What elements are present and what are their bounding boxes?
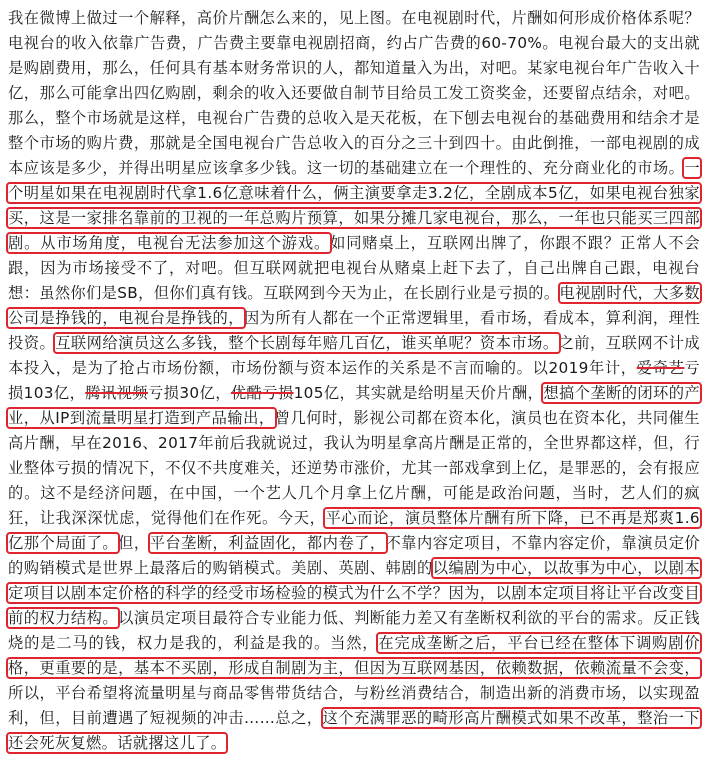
highlight-box: 以编剧为中心，以故事为中心，以剧本定项目以剧本定价格的科学的经受市场检验的模式为什么不学？因为，以剧本定项目将让平台改变目前的权力结构。 bbox=[8, 559, 700, 627]
strikethrough-text: 亏损 bbox=[262, 384, 294, 402]
text-segment: 我在微博上做过一个解释，高价片酬怎么来的，见上图。在电视剧时代，片酬如何形成价格体系呢？电视台的收入依靠广告费，广告费主要靠电视剧招商，约占广告费的60-70%。电视台最大的支出就是购剧费用，那么，任何具有基本财务常识的人，都知道量入为出，对吧。某家电视台年广告收入十亿，那么可能拿出四亿购剧，剩余的收入还要做自制节目给员工发工资奖金，还要留点结余，对吧。那么，整个市场就是这样，电视台广告费的总收入是天花板，在下刨去电视台的基础费用和结余才是整个市场的购片费，那就是全国电视台广告总收入的百分之三十到四十。由此倒推，一部电视剧的成本应该是多少，并得出明星应该拿多少钱。这一切的基础建立在一个理性的、充分商业化的市场。 bbox=[8, 9, 700, 177]
text-segment: 以演员定项目最符合专业能力低、判断能力差又有垄断权利欲的平台的需求。反正钱烧的是二马的钱，权力是我的，利益是我的。当然， bbox=[8, 609, 701, 652]
text-segment: 亏损103亿， bbox=[8, 359, 700, 402]
strikethrough-text: 爱奇艺 bbox=[636, 359, 685, 377]
text-segment: 亏损30亿， bbox=[147, 384, 231, 402]
text-segment: 之前，互联网不计成本投入，是为了抢占市场份额，市场份额与资本运作的关系是不言而喻的。以2019年计， bbox=[8, 334, 701, 377]
text-segment: 不靠内容定项目，不靠内容定价，靠演员定价的购销模式是世界上最落后的购销模式。美剧、英剧、韩剧的 bbox=[8, 534, 701, 577]
strikethrough-text: 优酷 bbox=[230, 384, 263, 402]
text-segment: 因为所有人都在一个正常逻辑里，看市场，看成本，算利润，理性投资。 bbox=[8, 309, 700, 352]
strikethrough-text: 腾讯视频 bbox=[85, 384, 148, 402]
text-segment: 曾几何时，影视公司都在资本化，演员也在资本化，共同催生高片酬，早在2016、2017年前后我就说过，我认为明星拿高片酬是正常的，全世界都这样，但，行业整体亏损的情况下，不仅不共度难关，还逆势市涨价，尤其一部戏拿到上亿，是罪恶的，会有报应的。这不是经济问题，在中国，一个艺人几个月拿上亿片酬，可能是政治问题，当时，艺人们的疯狂，让我深深忧虑，觉得他们在作死。今天， bbox=[8, 409, 700, 527]
highlight-box: 互联网给演员这么多钱，整个长剧每年赔几百亿，谁买单呢？资本市场。 bbox=[55, 334, 559, 352]
article-paragraph bbox=[8, 6, 700, 756]
highlight-box: 平台垄断，利益固化，都内卷了， bbox=[149, 534, 386, 552]
highlight-box: 平心而论，演员整体片酬有所下降，已不再是郑爽1.6亿那个局面了。 bbox=[8, 509, 700, 552]
highlight-box: 想搞个垄断的闭环的产业，从IP到流量明星打造到产品输出， bbox=[8, 384, 701, 427]
text-segment: 所以，平台希望将流量明星与商品零售带货结合，与粉丝消费结合，制造出新的消费市场，以实现盈利，但，目前遭遇了短视频的冲击……总之， bbox=[8, 684, 700, 727]
text-segment: 105亿，其实就是给明星天价片酬， bbox=[293, 384, 544, 402]
highlight-box: 一个明星如果在电视剧时代拿1.6亿意味着什么，俩主演要拿走3.2亿，全剧成本5亿，如果电视台独家买，这是一家排名靠前的卫视的一年总购片预算，如果分摊几家电视台，那么，一年也只能买三四部剧。从市场角度，电视台无法参加这个游戏。 bbox=[8, 159, 700, 252]
highlight-box: 电视剧时代，大多数公司是挣钱的，电视台是挣钱的， bbox=[8, 284, 700, 327]
highlight-box: 在完成垄断之后，平台已经在整体下调购剧价格，更重要的是，基本不买剧，形成自制剧为主，但因为互联网基因，依赖数据，依赖流量不会变， bbox=[8, 634, 700, 677]
highlight-box: 这个充满罪恶的畸形高片酬模式如果不改革，整治一下还会死灰复燃。话就撂这儿了。 bbox=[8, 709, 700, 752]
text-segment: 但， bbox=[118, 534, 150, 552]
text-segment: 如同赌桌上，互联网出牌了，你跟不跟？正常人不会跟，因为市场接受不了，对吧。但互联网就把电视台从赌桌上赶下去了，自己出牌自己跟，电视台想：虽然你们是SB，但你们真有钱。互联网到今天为止，在长剧行业是亏损的。 bbox=[8, 234, 700, 302]
